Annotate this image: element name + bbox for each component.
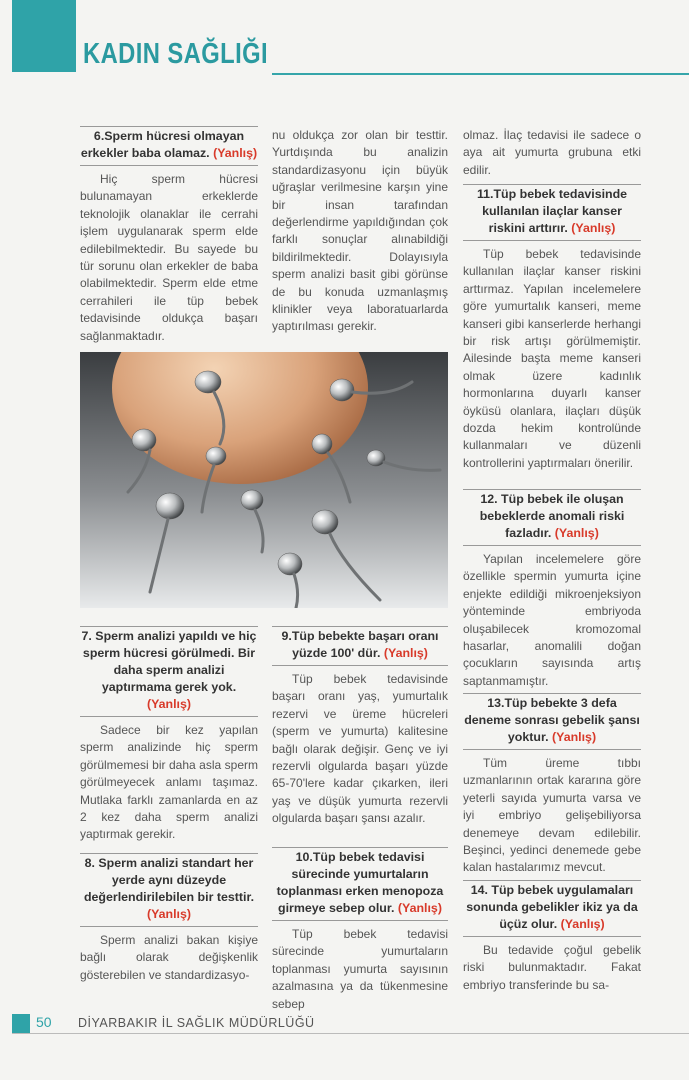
section-body: nu oldukça zor olan bir testtir. Yurtdışında bu analizin standardizasyonu için büyük uğraşlar verilmesine karşın yine bir insan tarafından değerlendirme yapıldığından çok farklı sonuçlar alınabildiği bildirilmektedir. Dolayısıyla sperm analizi basit gibi görünse de bu konuda uzmanlaşmış klinikler veya laboratuarlarda yaptırılması gerekir. [272,128,448,334]
section-body: Bu tedavide çoğul gebelik riski bulunmaktadır. Fakat embriyo transferinde bu sa- [463,943,641,992]
section-body: Tüp bebek tedavisinde başarı oranı yaş, yumurtalık rezervi ve üreme hücreleri (sperm ve yumurta) kalitesine bağlı olarak değişir. Genç ve iyi rezervli olgularda başarı yüzde 65-70'lere kadar çıkarken, ileri yaş ve düşük yumurta rezervli olgularda başarı şansı azalır. [272,672,448,826]
section-9 [272,626,448,828]
section-heading: 10.Tüp bebek tedavisi sürecinde yumurtaların toplanması erken menopoza girmeye sebep olur. (Yanlış) [272,847,448,921]
section-10 [272,847,448,1013]
section-body: Tüp bebek tedavisinde kullanılan ilaçlar kanser riskini arttırmaz. Yapılan incelemelere göre yumurtalık kanseri, meme kanseri gibi kanserlerde herhangi bir risk artışı görülmemiştir. Ailesinde başta meme kanseri olmak üzere kadınlık hormonlarına duyarlı kanser öyküsü olanlara, ilaçları düşük dozda hekim kontrolünde kullanmaları ve düzenli kontrollerini yaptırmaları önerilir. [463,247,641,470]
page-number: 50 [36,1014,52,1030]
section-body: olmaz. İlaç tedavisi ile sadece o aya ait yumurta grubuna etki edilir. [463,128,641,177]
section-10-continued [463,127,641,179]
section-heading: 12. Tüp bebek ile oluşan bebeklerde anomali riski fazladır. (Yanlış) [463,489,641,546]
footer-publisher: DİYARBAKIR İL SAĞLIK MÜDÜRLÜĞÜ [78,1016,315,1030]
section-heading: 14. Tüp bebek uygulamaları sonunda gebelikler ikiz ya da üçüz olur. (Yanlış) [463,880,641,937]
header-accent-block [12,0,76,72]
section-body: Sadece bir kez yapılan sperm analizinde hiç sperm görülmemesi bir daha asla sperm görülmeyecek anlamı taşımaz. Mutlaka farklı zamanlarda en az 2 kez daha sperm analizi yaptırmak gerekir. [80,723,258,842]
title-rule [272,73,689,75]
section-14 [463,880,641,994]
footer-rule [12,1033,689,1034]
section-11 [463,184,641,472]
section-body: Yapılan incelemelere göre özellikle spermin yumurta içine enjekte edildiği mikroenjeksiyon yönteminde embriyoda oluşabilecek kromozomal hasarlar, anomalili doğan çocukların sayısında artış saptanmamıştır. [463,552,641,688]
section-heading: 6.Sperm hücresi olmayan erkekler baba olamaz. (Yanlış) [80,126,258,166]
section-heading: 7. Sperm analizi yapıldı ve hiç sperm hücresi görülmedi. Bir daha sperm analizi yaptırmama gerek yok. (Yanlış) [80,626,258,717]
section-body: Hiç sperm hücresi bulunamayan erkeklerde teknolojik olanaklar ile cerrahi işlem uygulanarak sperm elde edilebilmektedir. Bu sayede bu tür sorunu olan erkekler de baba olabilmektedir. Sperm elde etme cerrahileri ile tüp bebek tedavisinde oldukça başarı sağlanmaktadır. [80,172,258,343]
section-12 [463,489,641,690]
section-heading: 9.Tüp bebekte başarı oranı yüzde 100' dür. (Yanlış) [272,626,448,666]
page-title: KADIN SAĞLIĞI [83,38,269,70]
section-8 [80,853,258,984]
section-7 [80,626,258,844]
section-heading: 13.Tüp bebekte 3 defa deneme sonrası gebelik şansı yoktur. (Yanlış) [463,693,641,750]
section-6 [80,126,258,345]
footer-accent-block [12,1014,30,1033]
section-body: Tüp bebek tedavisi sürecinde yumurtaların toplanması yumurta sayısının azalmasına ya da tükenmesine sebep [272,927,448,1011]
sperm-egg-photo [80,352,448,608]
section-heading: 8. Sperm analizi standart her yerde aynı düzeyde değerlendirilebilen bir testtir. (Yanlış) [80,853,258,927]
section-body: Tüm üreme tıbbı uzmanlarının ortak kararına göre yeterli sayıda yumurta varsa ve iyi embriyo gelişebiliyorsa denemeye devam edilebilir. Beşinci, yedinci denemede gebe kalan hastalarımız mevcut. [463,756,641,875]
section-13 [463,693,641,877]
section-heading: 11.Tüp bebek tedavisinde kullanılan ilaçlar kanser riskini arttırır. (Yanlış) [463,184,641,241]
section-body: Sperm analizi bakan kişiye bağlı olarak değişkenlik gösterebilen ve standardizasyo- [80,933,258,982]
section-8-continued [272,127,448,336]
